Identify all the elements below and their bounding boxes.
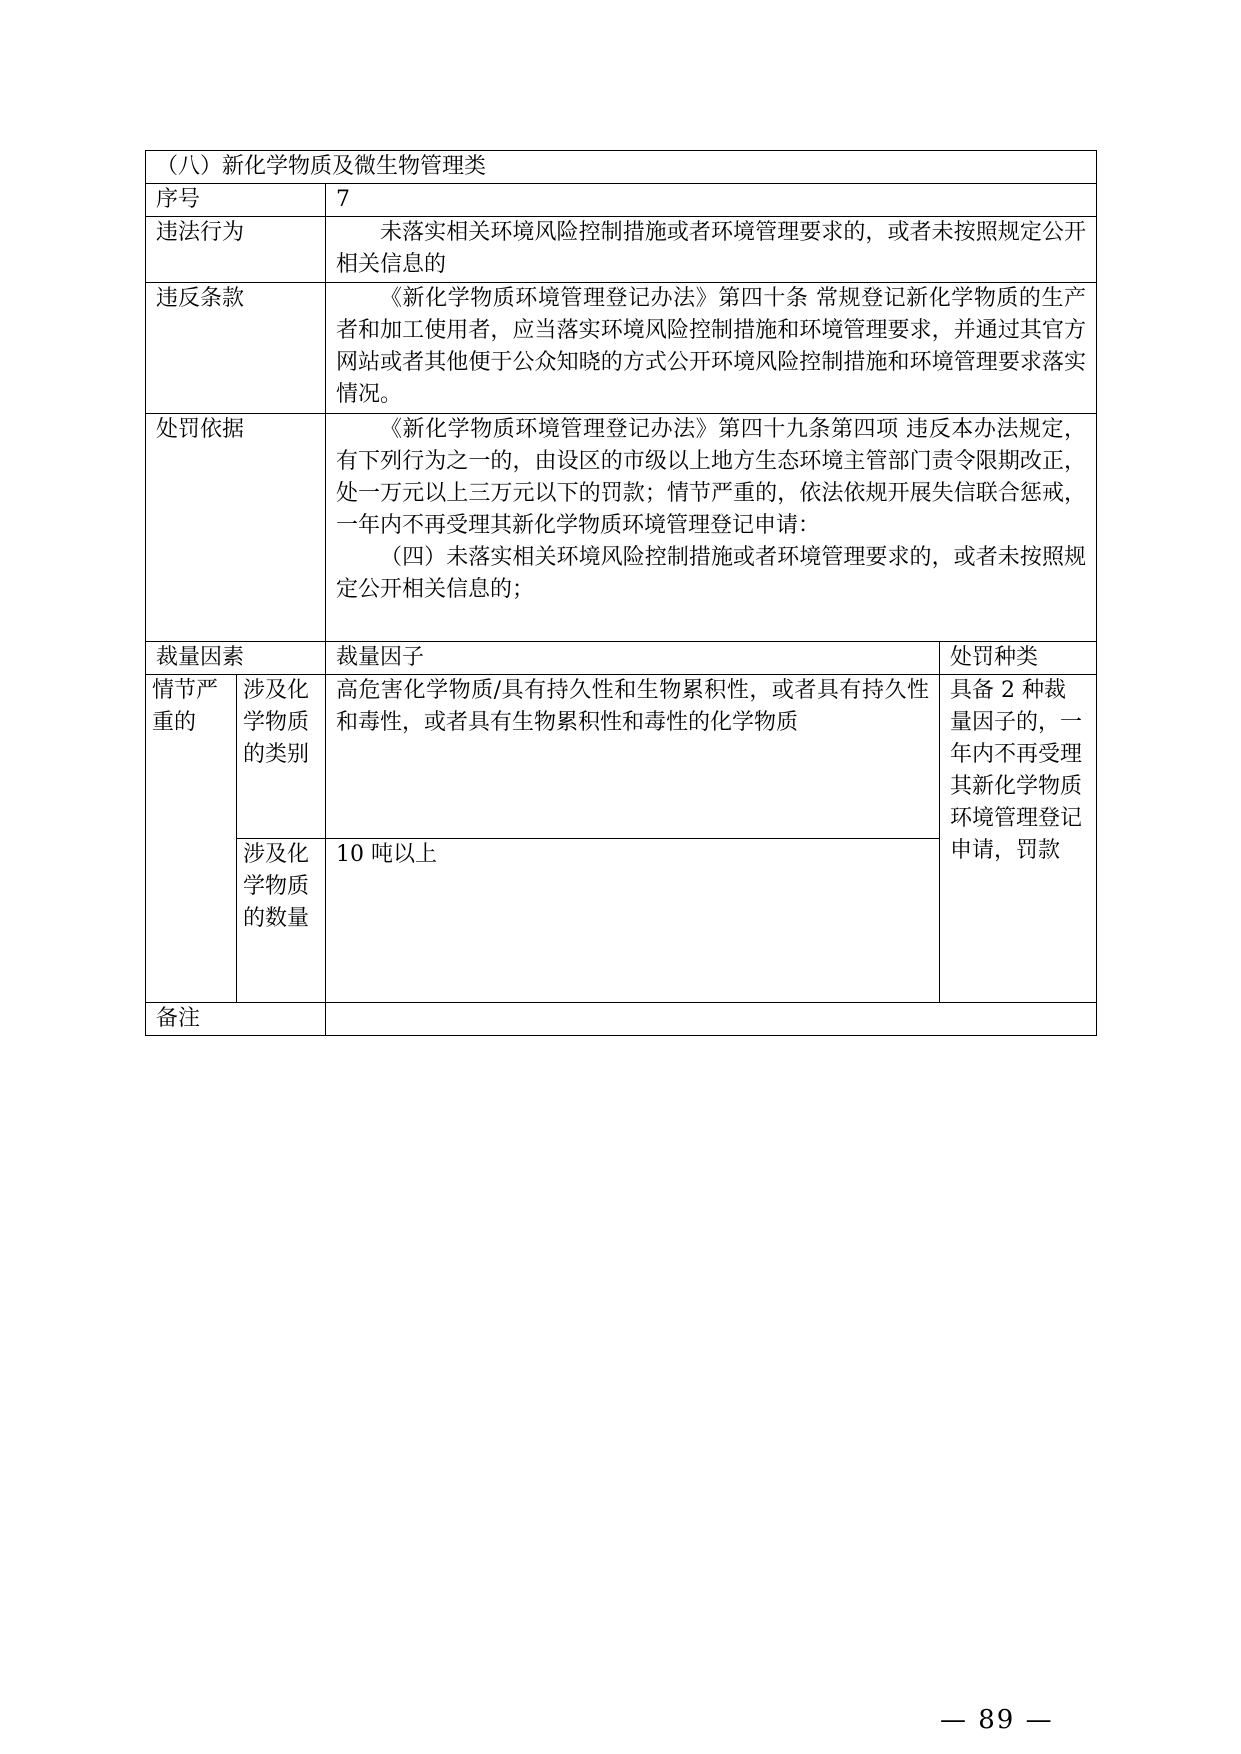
violation-value: 未落实相关环境风险控制措施或者环境管理要求的，或者未按照规定公开相关信息的 <box>326 217 1097 283</box>
violation-label: 违法行为 <box>146 217 326 283</box>
penalty-standard-table <box>145 150 1097 1036</box>
section-title: （八）新化学物质及微生物管理类 <box>146 151 1097 184</box>
clause-label: 违反条款 <box>146 283 326 414</box>
penalty-type: 具备 2 种裁量因子的，一年内不再受理其新化学物质环境管理登记申请，罚款 <box>940 675 1097 1003</box>
serial-value: 7 <box>326 184 1097 217</box>
factor-header: 裁量因子 <box>326 642 940 675</box>
factor-category: 涉及化学物质的类别 <box>237 675 326 839</box>
basis-paragraph-1: 《新化学物质环境管理登记办法》第四十九条第四项 违反本办法规定，有下列行为之一的，由设区的市级以上地方生态环境主管部门责令限期改正，处一万元以上三万元以下的罚款；情节严重的，依法依规开展失信联合惩戒，一年内不再受理其新化学物质环境管理登记申请： <box>336 417 1087 538</box>
remarks-value <box>326 1003 1097 1036</box>
basis-paragraph-2: （四）未落实相关环境风险控制措施或者环境管理要求的，或者未按照规定公开相关信息的； <box>336 545 1087 602</box>
remarks-label: 备注 <box>146 1003 326 1036</box>
serial-label: 序号 <box>146 184 326 217</box>
factors-header: 裁量因素 <box>146 642 326 675</box>
factor-detail: 10 吨以上 <box>326 839 940 1003</box>
basis-label: 处罚依据 <box>146 414 326 642</box>
factor-category: 涉及化学物质的数量 <box>237 839 326 1003</box>
penalty-header: 处罚种类 <box>940 642 1097 675</box>
factor-detail: 高危害化学物质/具有持久性和生物累积性，或者具有持久性和毒性，或者具有生物累积性和毒性的化学物质 <box>326 675 940 839</box>
severity-level: 情节严重的 <box>146 675 237 1003</box>
page-number: — 89 — <box>940 1705 1054 1735</box>
basis-value <box>326 414 1097 642</box>
clause-value: 《新化学物质环境管理登记办法》第四十条 常规登记新化学物质的生产者和加工使用者，应当落实环境风险控制措施和环境管理要求，并通过其官方网站或者其他便于公众知晓的方式公开环境风险控制措施和环境管理要求落实情况。 <box>326 283 1097 414</box>
